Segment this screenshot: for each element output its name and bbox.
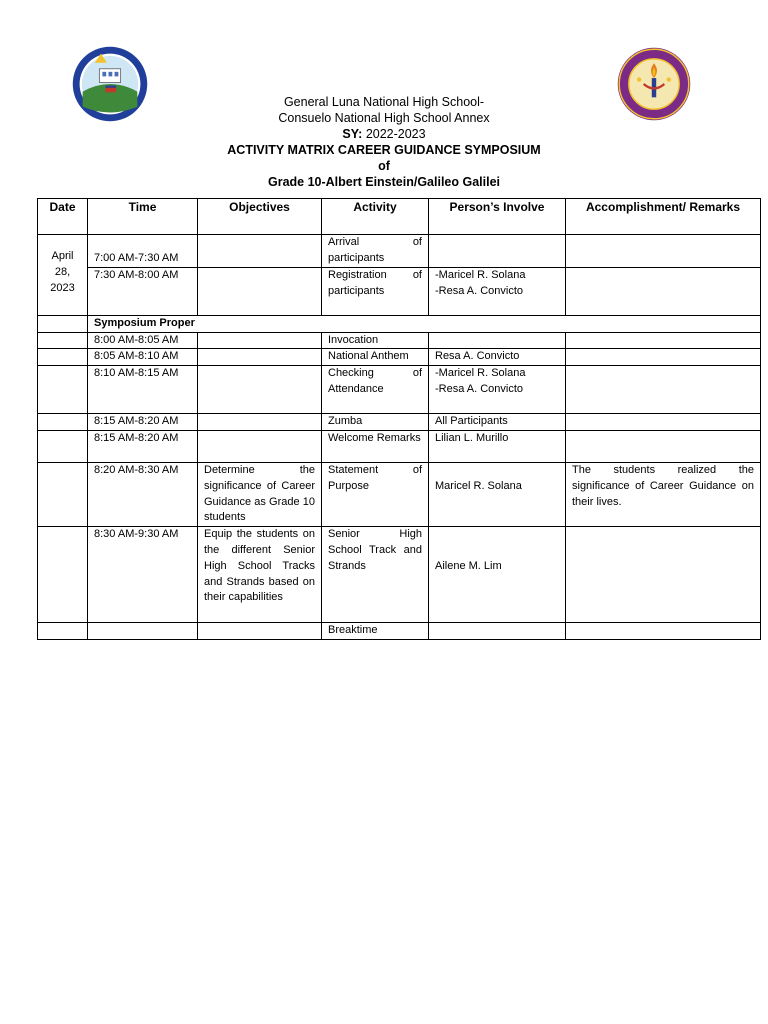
table-row xyxy=(38,349,761,366)
date-cell-empty xyxy=(38,462,88,526)
persons-cell: -Maricel R. Solana -Resa A. Convicto xyxy=(429,267,566,315)
column-header-remarks: Accomplishment/ Remarks xyxy=(566,199,761,235)
column-header-date: Date xyxy=(38,199,88,235)
activity-cell: Registration of participants xyxy=(322,267,429,315)
column-header-objectives: Objectives xyxy=(198,199,322,235)
table-header-row xyxy=(38,199,761,235)
time-cell: 7:30 AM-8:00 AM xyxy=(88,267,198,315)
time-cell: 8:00 AM-8:05 AM xyxy=(88,332,198,349)
time-cell: 8:15 AM-8:20 AM xyxy=(88,430,198,462)
school-year-label: SY: xyxy=(342,127,363,141)
activity-cell: Statement of Purpose xyxy=(322,462,429,526)
table-row xyxy=(38,414,761,431)
remarks-cell xyxy=(566,349,761,366)
remarks-cell xyxy=(566,623,761,640)
remarks-cell xyxy=(566,235,761,268)
document-title-of: of xyxy=(378,159,390,173)
date-cell-empty xyxy=(38,623,88,640)
section-row xyxy=(38,315,761,332)
remarks-cell xyxy=(566,527,761,623)
persons-cell: -Maricel R. Solana -Resa A. Convicto xyxy=(429,366,566,414)
column-header-activity: Activity xyxy=(322,199,429,235)
date-cell-empty xyxy=(38,414,88,431)
time-cell xyxy=(88,623,198,640)
date-cell: April 28, 2023 xyxy=(38,235,88,316)
table-row xyxy=(38,235,761,268)
objectives-cell xyxy=(198,366,322,414)
remarks-cell xyxy=(566,414,761,431)
activity-cell: Arrival of participants xyxy=(322,235,429,268)
remarks-cell xyxy=(566,267,761,315)
table-row xyxy=(38,430,761,462)
activity-cell: Breaktime xyxy=(322,623,429,640)
date-cell-empty xyxy=(38,527,88,623)
persons-cell xyxy=(429,623,566,640)
persons-cell: All Participants xyxy=(429,414,566,431)
persons-cell: Resa A. Convicto xyxy=(429,349,566,366)
remarks-cell xyxy=(566,430,761,462)
time-cell: 8:05 AM-8:10 AM xyxy=(88,349,198,366)
persons-cell-text: Maricel R. Solana xyxy=(435,479,522,492)
school-name-line1: General Luna National High School- xyxy=(283,95,485,109)
document-header xyxy=(0,94,768,190)
table-row xyxy=(38,527,761,623)
persons-cell xyxy=(429,235,566,268)
time-cell: 8:10 AM-8:15 AM xyxy=(88,366,198,414)
table-row xyxy=(38,366,761,414)
document-subtitle-grade: Grade 10-Albert Einstein/Galileo Galilei xyxy=(267,175,501,189)
document-title: ACTIVITY MATRIX CAREER GUIDANCE SYMPOSIUM xyxy=(227,143,541,157)
time-cell: 8:30 AM-9:30 AM xyxy=(88,527,198,623)
objectives-cell xyxy=(198,430,322,462)
date-cell-empty xyxy=(38,366,88,414)
persons-cell xyxy=(429,332,566,349)
column-header-persons: Person’s Involve xyxy=(429,199,566,235)
activity-cell: Zumba xyxy=(322,414,429,431)
time-cell: 8:20 AM-8:30 AM xyxy=(88,462,198,526)
objectives-cell xyxy=(198,267,322,315)
table-row xyxy=(38,267,761,315)
section-label-symposium-proper: Symposium Proper xyxy=(88,315,761,332)
objectives-cell: Determine the significance of Career Guidance as Grade 10 students xyxy=(198,462,322,526)
persons-cell xyxy=(429,527,566,623)
activity-cell: Invocation xyxy=(322,332,429,349)
objectives-cell xyxy=(198,349,322,366)
date-cell-empty xyxy=(38,349,88,366)
school-year-value: 2022-2023 xyxy=(365,127,426,141)
school-name-line2: Consuelo National High School Annex xyxy=(278,111,490,125)
objectives-cell: Equip the students on the different Senior High School Tracks and Strands based on their capabilities xyxy=(198,527,322,623)
date-cell-empty xyxy=(38,332,88,349)
persons-cell xyxy=(429,462,566,526)
activity-cell: Checking of Attendance xyxy=(322,366,429,414)
objectives-cell xyxy=(198,623,322,640)
remarks-cell xyxy=(566,332,761,349)
table-row xyxy=(38,332,761,349)
objectives-cell xyxy=(198,414,322,431)
date-cell-empty xyxy=(38,430,88,462)
remarks-cell: The students realized the significance of Career Guidance on their lives. xyxy=(566,462,761,526)
objectives-cell xyxy=(198,235,322,268)
objectives-cell xyxy=(198,332,322,349)
activity-cell: Welcome Remarks xyxy=(322,430,429,462)
time-cell: 7:00 AM-7:30 AM xyxy=(88,235,198,268)
date-cell-empty xyxy=(38,315,88,332)
activity-cell: Senior High School Track and Strands xyxy=(322,527,429,623)
activity-cell: National Anthem xyxy=(322,349,429,366)
table-row xyxy=(38,623,761,640)
remarks-cell xyxy=(566,366,761,414)
persons-cell: Lilian L. Murillo xyxy=(429,430,566,462)
time-cell: 8:15 AM-8:20 AM xyxy=(88,414,198,431)
table-row xyxy=(38,462,761,526)
activity-matrix-table xyxy=(37,198,761,640)
column-header-time: Time xyxy=(88,199,198,235)
persons-cell-text: Ailene M. Lim xyxy=(435,559,502,572)
school-year xyxy=(0,126,768,142)
